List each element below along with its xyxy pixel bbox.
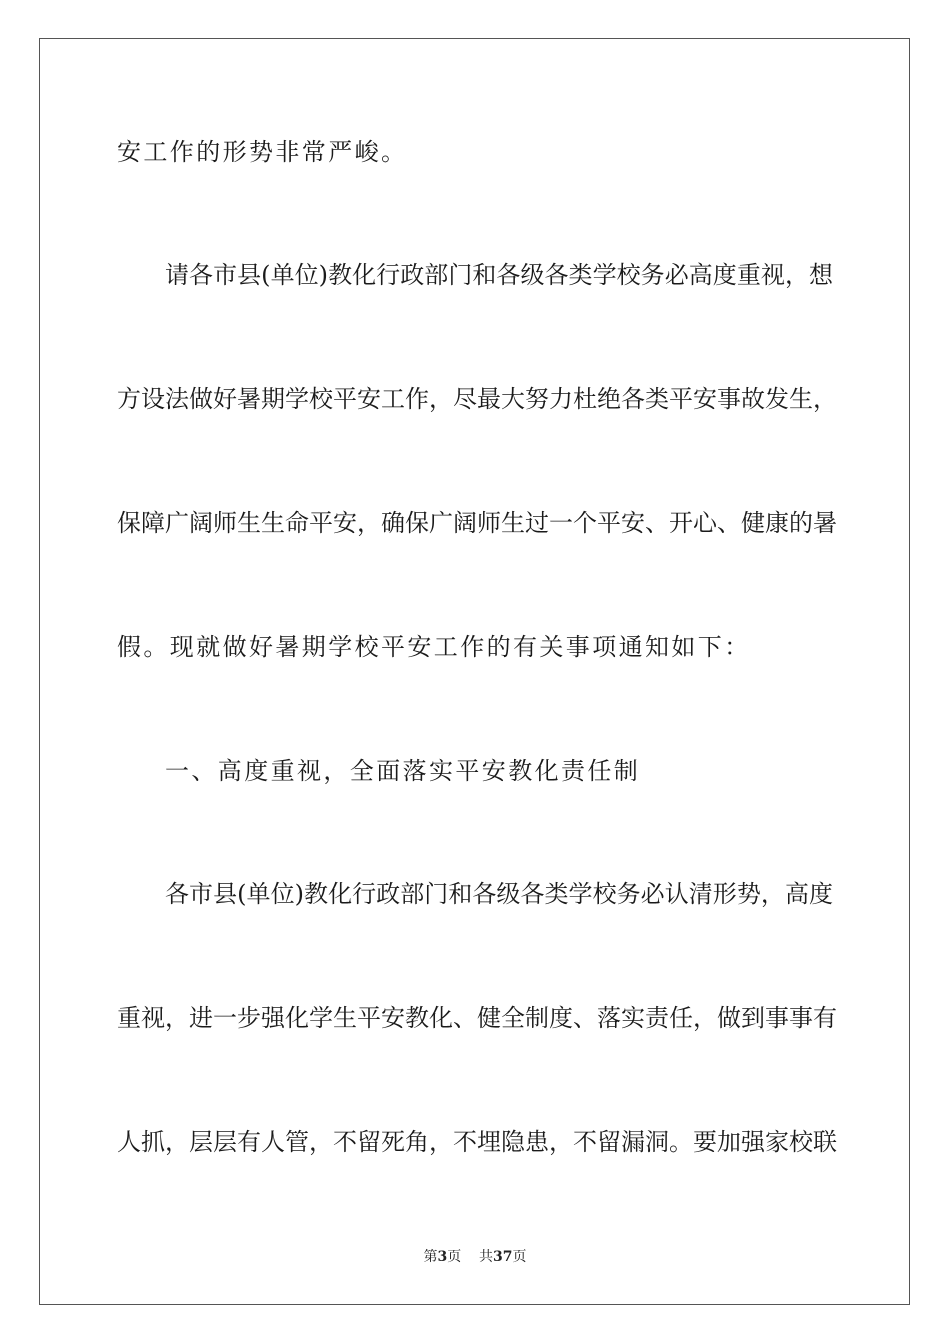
text-line-2: 请各市县(单位)教化行政部门和各级各类学校务必高度重视，想 [165, 261, 833, 289]
section-heading: 一、高度重视，全面落实平安教化责任制 [165, 757, 641, 785]
page-suffix: 页 [447, 1249, 462, 1265]
text-line-9: 人抓，层层有人管，不留死角，不埋隐患，不留漏洞。要加强家校联 [117, 1128, 837, 1156]
total-pages: 37 [493, 1249, 513, 1265]
text-line-3: 方设法做好暑期学校平安工作，尽最大努力杜绝各类平安事故发生， [117, 385, 837, 413]
text-line-4: 保障广阔师生生命平安，确保广阔师生过一个平安、开心、健康的暑 [117, 509, 837, 537]
text-line-7: 各市县(单位)教化行政部门和各级各类学校务必认清形势，高度 [165, 880, 833, 908]
text-line-1: 安工作的形势非常严峻。 [117, 138, 408, 166]
page-frame [39, 38, 910, 1305]
page-footer [0, 1247, 950, 1267]
page-prefix: 第 [423, 1249, 438, 1265]
total-prefix: 共 [479, 1249, 494, 1265]
text-line-8: 重视，进一步强化学生平安教化、健全制度、落实责任，做到事事有 [117, 1004, 837, 1032]
text-line-5: 假。现就做好暑期学校平安工作的有关事项通知如下： [117, 633, 751, 661]
page-number: 3 [437, 1249, 448, 1265]
total-suffix: 页 [512, 1249, 527, 1265]
